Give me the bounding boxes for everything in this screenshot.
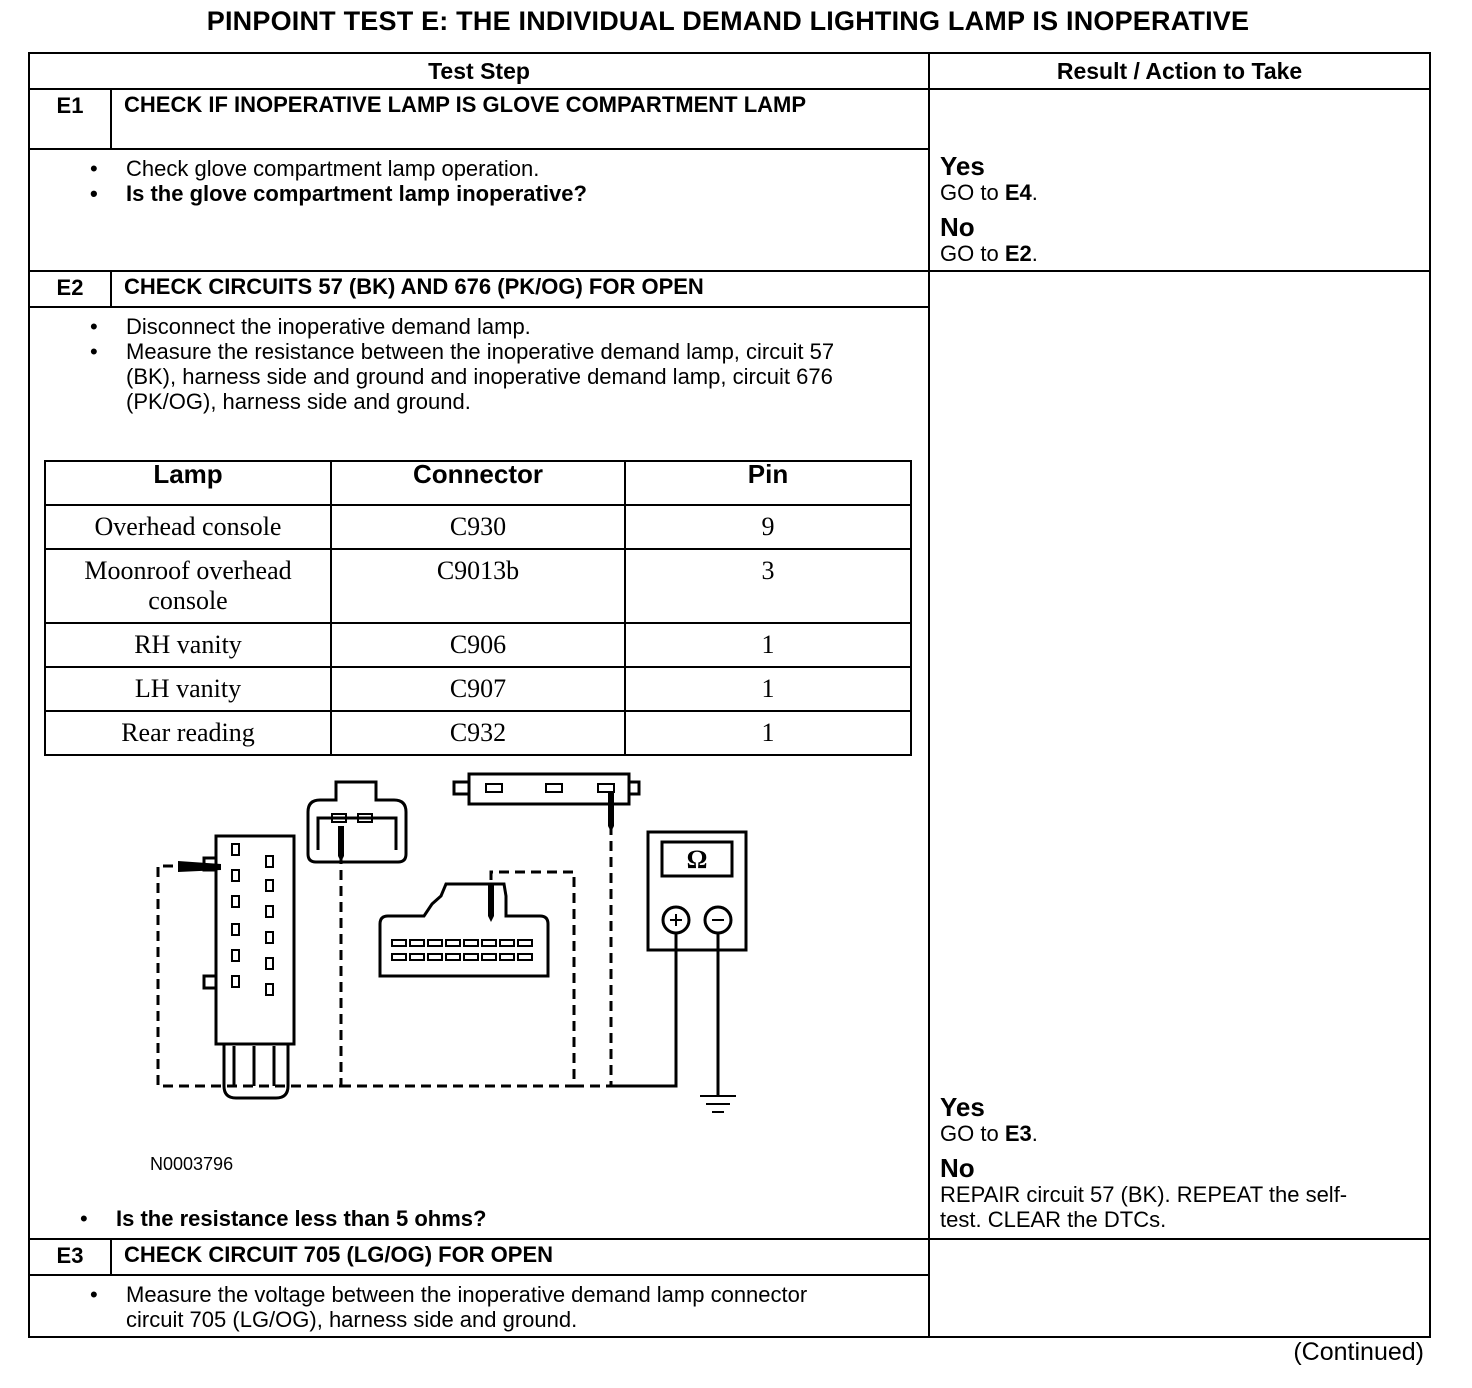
step-content-e3	[29, 1275, 929, 1337]
table-row	[45, 623, 911, 667]
continued-note: (Continued)	[1293, 1338, 1424, 1366]
cell-lamp: Rear reading	[45, 711, 331, 755]
pinpoint-test-table	[28, 52, 1431, 1338]
top-small-connector-shape	[308, 782, 406, 862]
cell-pin: 9	[625, 505, 911, 549]
cell-pin: 1	[625, 667, 911, 711]
cell-lamp: Moonroof overhead console	[45, 549, 331, 623]
yes-action-e1: GO to E4.	[940, 180, 1038, 205]
cell-pin: 3	[625, 549, 911, 623]
bullet-e1-1: • Check glove compartment lamp operation.	[126, 156, 920, 181]
bullet-e2-1: • Disconnect the inoperative demand lamp.	[126, 314, 920, 339]
step-title-e2: CHECK CIRCUITS 57 (BK) AND 676 (PK/OG) FOR OPEN	[111, 271, 929, 307]
cell-connector: C9013b	[331, 549, 625, 623]
step-content-e2	[29, 307, 929, 1239]
bullet-e3-1: • Measure the voltage between the inoperative demand lamp connector circuit 705 (LG/OG), harness side and ground.	[126, 1282, 826, 1332]
figure-label: N0003796	[150, 1154, 234, 1174]
test-step-header: Test Step	[29, 53, 929, 89]
question-e2: • Is the resistance less than 5 ohms?	[116, 1206, 486, 1231]
table-row	[45, 549, 911, 623]
table-row	[45, 667, 911, 711]
table-row	[45, 711, 911, 755]
cell-connector: C906	[331, 623, 625, 667]
no-action-e1: GO to E2.	[940, 241, 1038, 266]
yes-label-e2: Yes	[940, 1092, 985, 1122]
col-lamp: Lamp	[45, 461, 331, 505]
question-e1: • Is the glove compartment lamp inoperative?	[126, 181, 920, 206]
no-label-e2: No	[940, 1153, 975, 1183]
cell-connector: C907	[331, 667, 625, 711]
cell-connector: C932	[331, 711, 625, 755]
table-row	[45, 505, 911, 549]
center-connector-shape	[380, 884, 548, 976]
cell-lamp: Overhead console	[45, 505, 331, 549]
cell-connector: C930	[331, 505, 625, 549]
left-connector-shape	[204, 836, 294, 1098]
cell-pin: 1	[625, 623, 911, 667]
col-connector: Connector	[331, 461, 625, 505]
step-id-e3: E3	[29, 1239, 111, 1275]
result-header: Result / Action to Take	[929, 53, 1430, 89]
yes-label-e1: Yes	[940, 151, 985, 181]
yes-action-e2: GO to E3.	[940, 1121, 1038, 1146]
bullet-e2-2: • Measure the resistance between the inoperative demand lamp, circuit 57 (BK), harness side and ground and inoperative demand lamp, circuit 676 (PK/OG), harness side and ground.	[126, 339, 856, 414]
wiring-diagram	[36, 756, 916, 1231]
diagram-svg	[36, 756, 916, 1176]
cell-lamp: LH vanity	[45, 667, 331, 711]
step-id-e2: E2	[29, 271, 111, 307]
step-title-e1: CHECK IF INOPERATIVE LAMP IS GLOVE COMPARTMENT LAMP	[111, 89, 929, 149]
page-title: PINPOINT TEST E: THE INDIVIDUAL DEMAND LIGHTING LAMP IS INOPERATIVE	[206, 6, 1250, 36]
step-id-e1: E1	[29, 89, 111, 149]
result-e1	[929, 89, 1430, 271]
step-title-e3: CHECK CIRCUIT 705 (LG/OG) FOR OPEN	[111, 1239, 929, 1275]
ground-icon	[700, 1096, 736, 1112]
connector-pin-table	[44, 460, 912, 756]
col-pin: Pin	[625, 461, 911, 505]
no-label-e1: No	[940, 212, 975, 242]
cell-pin: 1	[625, 711, 911, 755]
result-e3	[929, 1239, 1430, 1337]
no-action-e2: REPAIR circuit 57 (BK). REPEAT the self-test. CLEAR the DTCs.	[940, 1182, 1348, 1232]
cell-lamp: RH vanity	[45, 623, 331, 667]
step-content-e1	[29, 149, 929, 271]
meter-symbol: Ω	[686, 845, 708, 874]
result-e2	[929, 271, 1430, 1239]
